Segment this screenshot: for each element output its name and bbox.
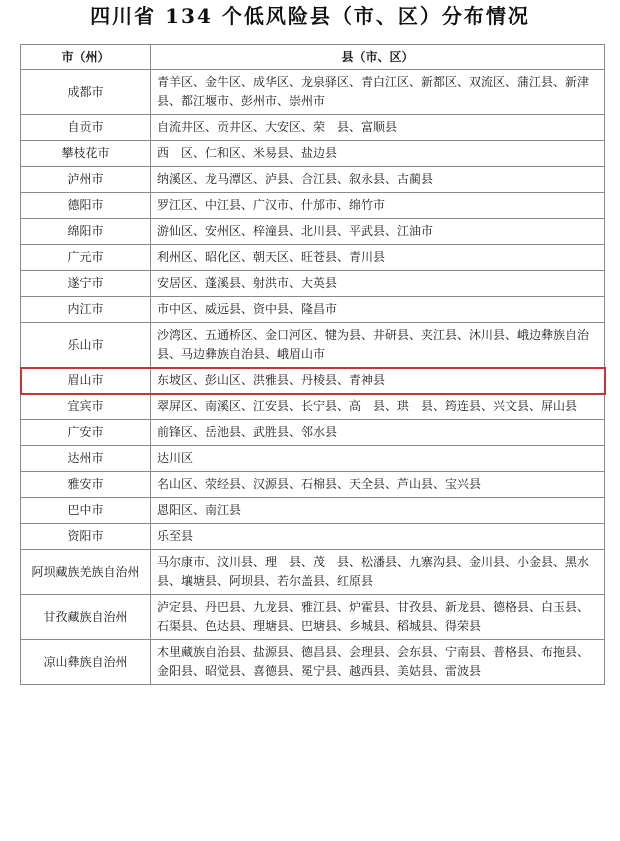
city-cell: 雅安市	[21, 472, 151, 498]
city-cell: 宜宾市	[21, 394, 151, 420]
city-cell: 巴中市	[21, 498, 151, 524]
city-cell: 成都市	[21, 70, 151, 115]
table-row	[21, 219, 605, 245]
counties-cell: 名山区、荥经县、汉源县、石棉县、天全县、芦山县、宝兴县	[151, 472, 605, 498]
table-header-row	[21, 45, 605, 70]
city-cell: 凉山彝族自治州	[21, 640, 151, 685]
table-row	[21, 640, 605, 685]
table-row	[21, 498, 605, 524]
city-cell: 广元市	[21, 245, 151, 271]
city-cell: 广安市	[21, 420, 151, 446]
counties-cell: 泸定县、丹巴县、九龙县、雅江县、炉霍县、甘孜县、新龙县、德格县、白玉县、石渠县、色达县、理塘县、巴塘县、乡城县、稻城县、得荣县	[151, 595, 605, 640]
table-row	[21, 167, 605, 193]
city-cell: 泸州市	[21, 167, 151, 193]
counties-cell: 乐至县	[151, 524, 605, 550]
counties-cell: 青羊区、金牛区、成华区、龙泉驿区、青白江区、新都区、双流区、蒲江县、新津县、都江堰市、彭州市、崇州市	[151, 70, 605, 115]
counties-cell: 市中区、威远县、资中县、隆昌市	[151, 297, 605, 323]
counties-cell: 罗江区、中江县、广汉市、什邡市、绵竹市	[151, 193, 605, 219]
counties-cell: 西 区、仁和区、米易县、盐边县	[151, 141, 605, 167]
counties-cell: 恩阳区、南江县	[151, 498, 605, 524]
counties-cell: 沙湾区、五通桥区、金口河区、犍为县、井研县、夹江县、沐川县、峨边彝族自治县、马边彝族自治县、峨眉山市	[151, 323, 605, 368]
table-row	[21, 115, 605, 141]
city-cell: 达州市	[21, 446, 151, 472]
counties-cell: 东坡区、彭山区、洪雅县、丹棱县、青神县	[151, 368, 605, 394]
table-row	[21, 368, 605, 394]
city-cell: 乐山市	[21, 323, 151, 368]
city-cell: 眉山市	[21, 368, 151, 394]
city-cell: 资阳市	[21, 524, 151, 550]
counties-cell: 利州区、昭化区、朝天区、旺苍县、青川县	[151, 245, 605, 271]
city-cell: 自贡市	[21, 115, 151, 141]
table-row	[21, 141, 605, 167]
table-row	[21, 550, 605, 595]
city-cell: 攀枝花市	[21, 141, 151, 167]
table-row	[21, 70, 605, 115]
table-row	[21, 472, 605, 498]
table-row	[21, 245, 605, 271]
counties-cell: 木里藏族自治县、盐源县、德昌县、会理县、会东县、宁南县、普格县、布拖县、金阳县、昭觉县、喜德县、冕宁县、越西县、美姑县、雷波县	[151, 640, 605, 685]
counties-cell: 翠屏区、南溪区、江安县、长宁县、高 县、珙 县、筠连县、兴文县、屏山县	[151, 394, 605, 420]
counties-cell: 马尔康市、汶川县、理 县、茂 县、松潘县、九寨沟县、金川县、小金县、黑水县、壤塘县、阿坝县、若尔盖县、红原县	[151, 550, 605, 595]
table-row	[21, 271, 605, 297]
city-cell: 甘孜藏族自治州	[21, 595, 151, 640]
table-row	[21, 524, 605, 550]
table-row	[21, 297, 605, 323]
city-cell: 德阳市	[21, 193, 151, 219]
counties-cell: 前锋区、岳池县、武胜县、邻水县	[151, 420, 605, 446]
page-title: 四川省 134 个低风险县（市、区）分布情况	[90, 4, 530, 28]
table-row	[21, 446, 605, 472]
city-cell: 绵阳市	[21, 219, 151, 245]
distribution-table	[20, 44, 605, 685]
counties-cell: 游仙区、安州区、梓潼县、北川县、平武县、江油市	[151, 219, 605, 245]
counties-cell: 达川区	[151, 446, 605, 472]
counties-cell: 安居区、蓬溪县、射洪市、大英县	[151, 271, 605, 297]
table-row	[21, 595, 605, 640]
table-row	[21, 420, 605, 446]
header-counties: 县（市、区）	[151, 45, 605, 70]
header-city: 市（州）	[21, 45, 151, 70]
table-row	[21, 323, 605, 368]
city-cell: 阿坝藏族羌族自治州	[21, 550, 151, 595]
table-row	[21, 193, 605, 219]
city-cell: 内江市	[21, 297, 151, 323]
counties-cell: 自流井区、贡井区、大安区、荣 县、富顺县	[151, 115, 605, 141]
city-cell: 遂宁市	[21, 271, 151, 297]
counties-cell: 纳溪区、龙马潭区、泸县、合江县、叙永县、古蔺县	[151, 167, 605, 193]
table-row	[21, 394, 605, 420]
